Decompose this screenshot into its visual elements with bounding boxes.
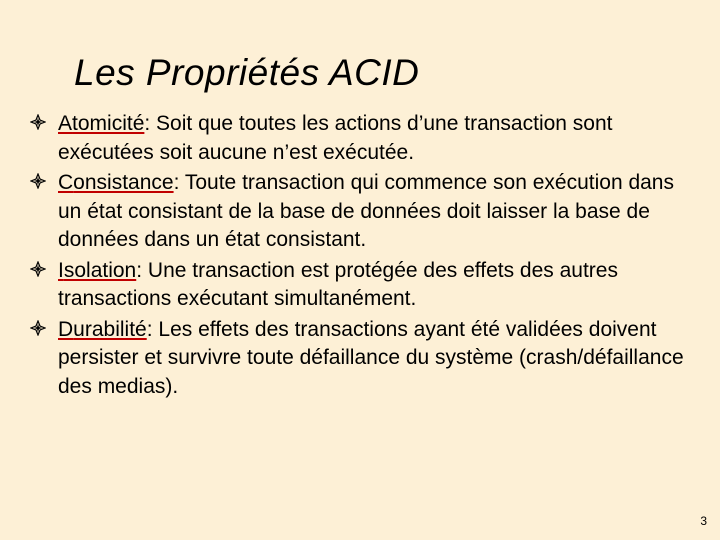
term-rest: onsistance [73, 171, 174, 194]
bullet-consistance [30, 169, 690, 255]
bullet-term [58, 112, 144, 135]
term-rest: urabilité [73, 317, 147, 341]
diamond-bullet-icon [30, 114, 46, 130]
bullet-text: : Toute transaction qui commence son exécution dans un état consistant de la base de données doit laisser la base de données dans un état consistant. [58, 171, 674, 251]
bullet-term [58, 171, 174, 194]
bullet-text: : Soit que toutes les actions d’une transaction sont exécutées soit aucune n’est exécutée. [58, 112, 613, 164]
term-initial: A [58, 112, 73, 135]
term-initial: I [58, 258, 64, 282]
term-initial: C [58, 171, 74, 194]
term-initial: D [58, 317, 74, 341]
bullet-term [58, 318, 147, 341]
page-number: 3 [700, 514, 707, 528]
bullet-text: : Une transaction est protégée des effets des autres transactions exécutant simultanément. [58, 258, 618, 310]
bullet-isolation [30, 257, 690, 314]
diamond-bullet-icon [30, 173, 46, 189]
slide-title: Les Propriétés ACID [74, 52, 420, 93]
bullet-text: : Les effets des transactions ayant été validées doivent persister et survivre toute défaillance du système (crash/défaillance des medias). [58, 317, 684, 398]
term-rest: tomicité [72, 112, 145, 135]
diamond-bullet-icon [30, 320, 46, 336]
bullet-durabilite [30, 316, 690, 402]
bullet-list [30, 110, 690, 403]
bullet-term [58, 259, 136, 282]
bullet-atomicite [30, 110, 690, 167]
diamond-bullet-icon [30, 261, 46, 277]
term-rest: solation [63, 258, 137, 282]
